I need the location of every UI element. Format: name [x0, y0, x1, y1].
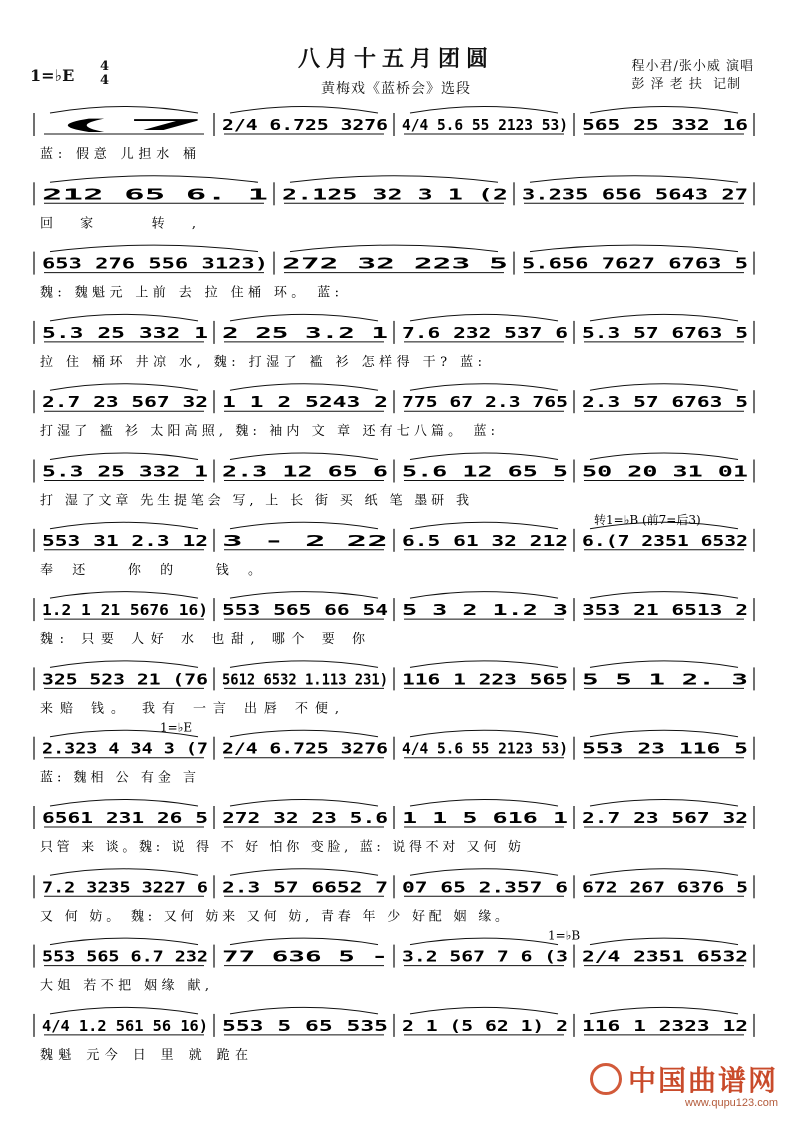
slur — [410, 661, 558, 668]
slur — [290, 245, 498, 252]
credits-transcriber: 彭 泽 老 扶 记制 — [631, 77, 742, 92]
slur — [50, 176, 258, 183]
measure-notes: 5.3 25 332 1 — [42, 462, 208, 481]
measure-notes: 553 5 65 535 — [222, 1016, 388, 1035]
key-change-marker: 1=♭E — [160, 720, 193, 735]
measure-notes: 553 31 2.3 12 — [42, 531, 208, 550]
slur — [590, 938, 738, 945]
measure-notes: 6.5 61 32 212 — [402, 531, 568, 550]
measure-notes: 5 3 2 1.2 3 — [402, 601, 568, 620]
measure-notes: 565 25 332 16 — [582, 116, 748, 134]
lyrics-line: 蓝: 魏相 公 有金 言 — [40, 770, 196, 786]
measure-notes: 2.3 57 6763 5 — [582, 393, 748, 412]
lyrics-line: 又 何 妨。 魏: 又何 妨来 又何 妨, 青春 年 少 好配 姻 缘。 — [40, 909, 508, 925]
slur — [410, 522, 558, 529]
measure-notes: 5612 6532 1.113 231) — [222, 670, 388, 689]
slur — [230, 661, 378, 668]
slur — [590, 1007, 738, 1014]
slur — [50, 661, 198, 668]
measure-notes: 353 21 6513 2 — [582, 601, 748, 620]
meter-top: 4 — [100, 59, 110, 74]
meter-bottom: 4 — [100, 73, 110, 88]
measure-notes: 2/4 2351 6532 — [582, 947, 748, 966]
measure-notes: 07 65 2.357 6 — [402, 878, 568, 897]
measure-notes: 553 23 116 5 — [582, 739, 748, 758]
slur — [410, 869, 558, 876]
measure-notes: 672 267 6376 5 — [582, 878, 748, 897]
slur — [230, 453, 378, 460]
measure-notes: (7 — [42, 116, 208, 134]
measure-notes: 272 32 23 5.6 — [222, 809, 388, 827]
lyrics-line: 打 湿了文章 先生提笔会 写, 上 长 街 买 纸 笔 墨研 我 — [40, 493, 469, 509]
slur — [410, 800, 558, 807]
slur — [410, 592, 558, 599]
measure-notes: 653 276 556 3123) — [42, 254, 268, 273]
measure-notes: 2.7 23 567 32 — [582, 809, 748, 827]
measure-notes: 5.3 25 332 1 — [42, 323, 208, 342]
slur — [50, 453, 198, 460]
measure-notes: 2.7 23 567 32 — [42, 393, 208, 412]
measure-notes: 5.656 7627 6763 5 — [522, 254, 748, 273]
measure-notes: 116 1 223 565 — [402, 670, 568, 689]
slur — [530, 176, 738, 183]
lyrics-line: 魏: 只要 人好 水 也甜, 哪个 要 你 — [40, 632, 365, 648]
measure-notes: 3.235 656 5643 27 — [522, 185, 748, 204]
measure-notes: 7.2 3235 3227 6 — [42, 878, 208, 897]
slur — [590, 384, 738, 391]
measure-notes: 50 20 31 01 — [582, 462, 748, 481]
slur — [230, 592, 378, 599]
slur — [410, 107, 558, 114]
measure-notes: 4/4 1.2 561 56 16) — [42, 1016, 208, 1035]
measure-notes: 2 25 3.2 1 — [222, 323, 388, 342]
slur — [50, 592, 198, 599]
slur — [50, 800, 198, 807]
measure-notes: 3.2 567 7 6 (3 — [402, 947, 568, 966]
slur — [50, 107, 198, 114]
key-change-marker: 1=♭B — [548, 928, 581, 943]
slur — [230, 384, 378, 391]
slur — [50, 869, 198, 876]
measure-notes: 272 32 223 5 — [282, 254, 508, 273]
slur — [410, 384, 558, 391]
slur — [50, 938, 198, 945]
slur — [590, 107, 738, 114]
slur — [530, 245, 738, 252]
measure-notes: 775 67 2.3 765 — [402, 393, 568, 412]
lyrics-line: 魏魁 元今 日 里 就 跪在 — [40, 1047, 248, 1063]
credits-performers: 程小君/张小威 演唱 — [631, 59, 754, 74]
slur — [590, 800, 738, 807]
measure-notes: 2.125 32 3 1 (2 — [282, 185, 508, 204]
measure-notes: 7.6 232 537 6 — [402, 323, 568, 342]
slur — [230, 730, 378, 737]
lyrics-line: 蓝: 假意 儿担水 桶 — [40, 147, 196, 162]
measure-notes: 5.6 12 65 5 — [402, 462, 568, 481]
lyrics-line: 只管 来 谈。魏: 说 得 不 好 怕你 变脸, 蓝: 说得不对 又何 妨 — [40, 840, 521, 855]
slur — [590, 314, 738, 321]
slur — [590, 661, 738, 668]
slur — [230, 107, 378, 114]
watermark — [590, 1059, 778, 1109]
lyrics-line: 魏: 魏魁元 上前 去 拉 住桶 环。 蓝: — [40, 285, 339, 301]
slur — [590, 453, 738, 460]
slur — [410, 453, 558, 460]
measure-notes: 1 1 2 5243 2 — [222, 393, 388, 412]
lyrics-line: 来赔 钱。 我有 一言 出唇 不便, — [40, 701, 339, 717]
measure-notes: 2 1 (5 62 1) 2 — [402, 1016, 568, 1035]
lyrics-line: 拉 住 桶环 井凉 水, 魏: 打湿了 褴 衫 怎样得 干? 蓝: — [40, 354, 482, 370]
song-title: 八月十五月团圆 — [297, 46, 494, 72]
slur — [410, 730, 558, 737]
measure-notes: 6.(7 2351 6532 — [582, 531, 748, 550]
measure-notes: 212 65 6. 1 — [42, 185, 268, 204]
slur — [290, 176, 498, 183]
measure-notes: 2/4 6.725 3276 — [222, 116, 388, 134]
slur — [230, 522, 378, 529]
slur — [230, 800, 378, 807]
lyrics-line: 打湿了 褴 衫 太阳高照, 魏: 袖内 文 章 还有七八篇。 蓝: — [40, 424, 495, 440]
measure-notes: 116 1 2323 12 — [582, 1016, 748, 1035]
measure-notes: 3 - 2 22 — [222, 531, 388, 550]
slur — [50, 314, 198, 321]
watermark-url: www.qupu123.com — [685, 1097, 778, 1109]
measure-notes: 6561 231 26 5 — [42, 809, 208, 827]
slur — [410, 1007, 558, 1014]
measure-notes: 553 565 66 54 — [222, 601, 388, 620]
slur — [410, 938, 558, 945]
measure-notes: 4/4 5.6 55 2123 53) — [402, 739, 568, 758]
slur — [50, 384, 198, 391]
slur — [50, 522, 198, 529]
key-signature: 1=♭E — [30, 66, 75, 85]
lyrics-line: 奉还 你的 钱。 — [40, 562, 261, 578]
measure-notes: 2.3 57 6652 7 — [222, 878, 388, 897]
slur — [230, 869, 378, 876]
slur — [230, 314, 378, 321]
slur — [230, 938, 378, 945]
song-subtitle: 黄梅戏《蓝桥会》选段 — [321, 81, 471, 97]
measure-notes: 553 565 6.7 232 — [42, 947, 208, 966]
measure-notes: 1.2 1 21 5676 16) — [42, 601, 208, 620]
watermark-name: 中国曲谱网 — [627, 1064, 778, 1097]
slur — [230, 1007, 378, 1014]
measure-notes: 4/4 5.6 55 2123 53) — [402, 116, 568, 134]
slur — [590, 730, 738, 737]
lyrics-line: 大姐 若不把 姻缘 献, — [40, 978, 209, 994]
measure-notes: 77 636 5 - — [222, 947, 388, 966]
measure-notes: 325 523 21 (76 — [42, 670, 208, 689]
slur — [590, 592, 738, 599]
watermark-logo-icon — [590, 1063, 622, 1095]
measure-notes: 5 5 1 2. 3 — [582, 670, 748, 689]
lyrics-line: 回家 转, — [40, 216, 196, 232]
slur — [410, 314, 558, 321]
measure-notes: 5.3 57 6763 5 — [582, 323, 748, 342]
measure-notes: 2.3 12 65 6 — [222, 462, 388, 481]
slur — [50, 1007, 198, 1014]
measure-notes: 1 1 5 616 1 — [402, 809, 568, 827]
slur — [50, 245, 258, 252]
slur — [590, 869, 738, 876]
measure-notes: 2.323 4 34 3 (7 — [42, 739, 208, 758]
key-change-marker: 转1=♭B (前7=后3) — [594, 512, 701, 527]
measure-notes: 2/4 6.725 3276 — [222, 739, 388, 758]
